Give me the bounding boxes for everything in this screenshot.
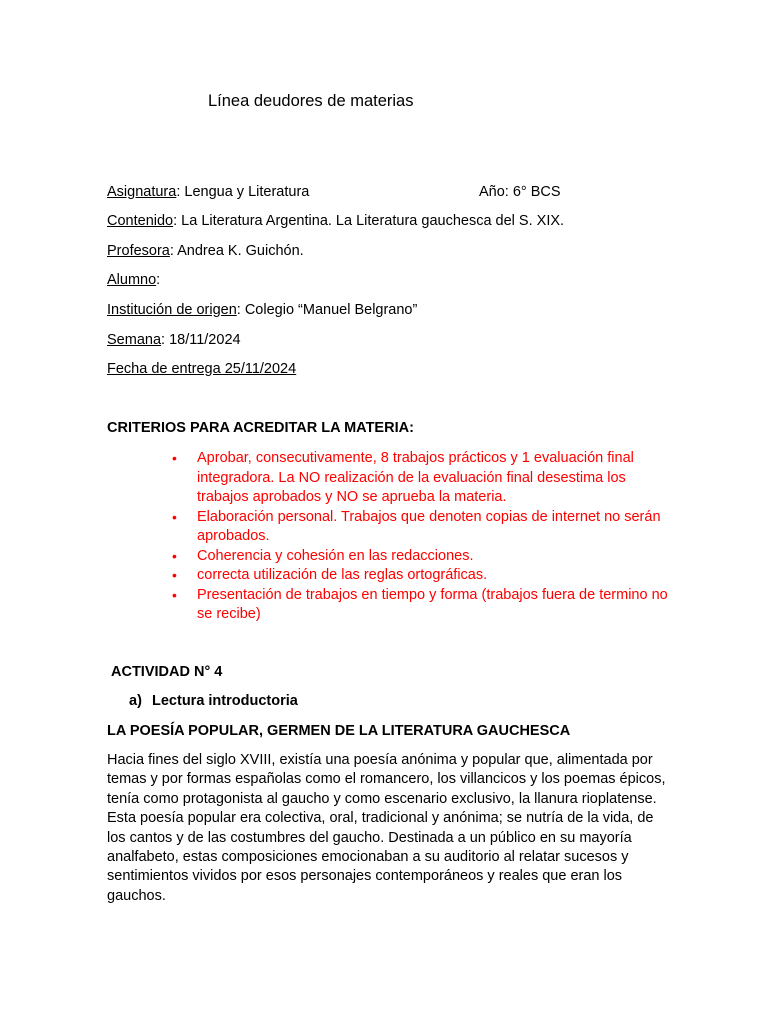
fecha-entrega: Fecha de entrega 25/11/2024 — [107, 361, 297, 377]
criteria-list — [170, 449, 670, 625]
section-title: LA POESÍA POPULAR, GERMEN DE LA LITERATURA GAUCHESCA — [107, 723, 571, 739]
activity-heading: ACTIVIDAD N° 4 — [111, 664, 223, 680]
alumno-line — [107, 271, 160, 289]
bullet-icon: • — [172, 450, 177, 466]
profesora-value: : Andrea K. Guichón. — [169, 243, 304, 259]
contenido-label: Contenido — [107, 213, 174, 229]
document-title: Línea deudores de materias — [208, 92, 414, 110]
sub-heading: Lectura introductoria — [152, 693, 298, 709]
bullet-icon: • — [172, 508, 177, 525]
institucion-value: : Colegio “Manuel Belgrano” — [236, 302, 418, 318]
bullet-icon: • — [172, 547, 177, 564]
contenido-line — [107, 212, 564, 230]
criteria-item: • Presentación de trabajos en tiempo y forma (trabajos fuera de termino no se recibe) — [172, 586, 668, 622]
semana-value: : 18/11/2024 — [161, 332, 241, 348]
semana-line — [107, 331, 241, 349]
alumno-label: Alumno — [107, 272, 157, 288]
semana-label: Semana — [107, 332, 162, 348]
criteria-item: • Coherencia y cohesión en las redacciones. — [170, 547, 670, 567]
asignatura-label: Asignatura — [107, 184, 177, 200]
criteria-heading: CRITERIOS PARA ACREDITAR LA MATERIA: — [107, 420, 414, 436]
criteria-item: • Elaboración personal. Trabajos que denoten copias de internet no serán aprobados. — [172, 508, 661, 544]
institucion-label: Institución de origen — [107, 302, 237, 318]
profesora-label: Profesora — [107, 243, 170, 259]
bullet-icon: • — [172, 567, 177, 583]
asignatura-line — [107, 183, 309, 201]
anio-value: Año: 6° BCS — [479, 184, 561, 200]
asignatura-value: : Lengua y Literatura — [176, 184, 310, 200]
contenido-value: : La Literatura Argentina. La Literatura gauchesca del S. XIX. — [173, 213, 565, 229]
institucion-line — [107, 301, 417, 319]
sub-heading-marker: a) — [129, 693, 142, 709]
intro-paragraph: Hacia fines del siglo XVIII, existía una poesía anónima y popular que, alimentada por temas y por formas españolas como el romancero, los villancicos y los poemas épicos, tenía como protagonista al gaucho y como escenario exclusivo, la llanura rioplatense. Esta poesía popular era colectiva, oral, tradicional y anónima; se nutría de la vida, de los cantos y de las costumbres del gaucho. Destinada a un público en su mayoría analfabeto, estas composiciones emocionaban a su auditorio al relatar sucesos y sentimientos vividos por esos personajes contemporáneos y reales que eran los gauchos. — [107, 752, 666, 904]
alumno-value: : — [156, 272, 161, 288]
criteria-item: • Aprobar, consecutivamente, 8 trabajos prácticos y 1 evaluación final integradora. La NO realización de la evaluación final desestima los trabajos aprobados y NO se aprueba la materia. — [172, 450, 634, 505]
criteria-item: • correcta utilización de las reglas ortográficas. — [170, 566, 670, 586]
profesora-line — [107, 242, 304, 260]
bullet-icon: • — [172, 586, 177, 603]
